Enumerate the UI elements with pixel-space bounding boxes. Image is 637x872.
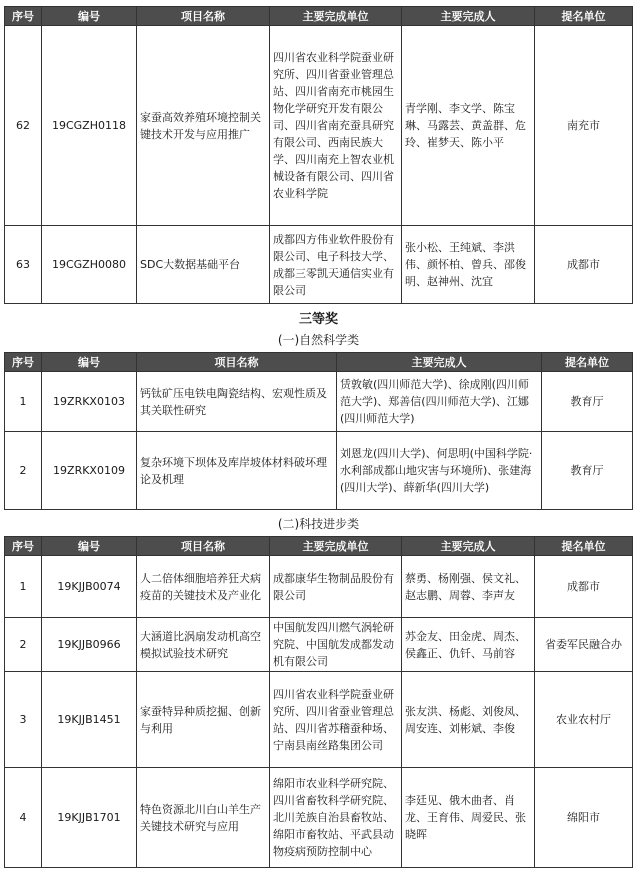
cell-code: 19CGZH0118 <box>42 26 137 226</box>
table-row <box>5 26 633 226</box>
header-code: 编号 <box>42 537 137 556</box>
cell-project-name: 特色资源北川白山羊生产关键技术研究与应用 <box>137 768 270 868</box>
cell-units: 成都康华生物制品股份有限公司 <box>270 556 402 618</box>
header-project-name: 项目名称 <box>137 7 270 26</box>
table-row <box>5 618 633 672</box>
header-people: 主要完成人 <box>402 537 535 556</box>
table-row <box>5 372 633 432</box>
table-row <box>5 768 633 868</box>
cell-units: 绵阳市农业科学研究院、四川省畜牧科学研究院、北川羌族自治县畜牧站、绵阳市畜牧站、平武县动物疫病预防控制中心 <box>270 768 402 868</box>
cell-code: 19KJJB1451 <box>42 672 137 768</box>
header-units: 主要完成单位 <box>270 537 402 556</box>
header-people: 主要完成人 <box>337 353 542 372</box>
subsection-title-tech-progress: (二)科技进步类 <box>277 517 360 531</box>
section-title: 三等奖 <box>298 312 338 327</box>
table-header-row <box>5 353 633 372</box>
cell-project-name: SDC大数据基础平台 <box>137 226 270 304</box>
header-code: 编号 <box>42 353 137 372</box>
cell-units: 四川省农业科学院蚕业研究所、四川省蚕业管理总站、四川省南充市桃园生物化学研究开发有限公司、四川省南充蚕具研究有限公司、西南民族大学、四川南充上智农业机械设备有限公司、四川省农业科学院 <box>270 26 402 226</box>
cell-code: 19ZRKX0103 <box>42 372 137 432</box>
cell-units: 成都四方伟业软件股份有限公司、电子科技大学、成都三零凯天通信实业有限公司 <box>270 226 402 304</box>
cell-seq: 62 <box>5 26 42 226</box>
award-table-tech-progress <box>4 536 633 868</box>
cell-people: 赁敦敏(四川师范大学)、徐成刚(四川师范大学)、郑善信(四川师范大学)、江娜(四川师范大学) <box>337 372 542 432</box>
cell-units: 四川省农业科学院蚕业研究所、四川省蚕业管理总站、四川省苏稽蚕种场、宁南县南丝路集团公司 <box>270 672 402 768</box>
cell-nominator: 农业农村厅 <box>535 672 633 768</box>
cell-project-name: 大涵道比涡扇发动机高空模拟试验技术研究 <box>137 618 270 672</box>
table-header-row <box>5 7 633 26</box>
cell-code: 19KJJB1701 <box>42 768 137 868</box>
cell-seq: 4 <box>5 768 42 868</box>
cell-seq: 3 <box>5 672 42 768</box>
cell-nominator: 绵阳市 <box>535 768 633 868</box>
cell-people: 刘恩龙(四川大学)、何思明(中国科学院·水利部成都山地灾害与环境所)、张建海(四川大学)、薛新华(四川大学) <box>337 432 542 510</box>
cell-seq: 2 <box>5 432 42 510</box>
award-table-natural-science <box>4 352 633 510</box>
cell-code: 19CGZH0080 <box>42 226 137 304</box>
header-project-name: 项目名称 <box>137 537 270 556</box>
cell-code: 19ZRKX0109 <box>42 432 137 510</box>
cell-code: 19KJJB0966 <box>42 618 137 672</box>
cell-project-name: 人二倍体细胞培养狂犬病疫苗的关键技术及产业化 <box>137 556 270 618</box>
header-project-name: 项目名称 <box>137 353 337 372</box>
table-row <box>5 226 633 304</box>
cell-seq: 2 <box>5 618 42 672</box>
cell-nominator: 南充市 <box>535 26 633 226</box>
table-row <box>5 556 633 618</box>
table-row <box>5 672 633 768</box>
cell-people: 张小松、王纯斌、李洪伟、颜怀柏、曾兵、邵俊明、赵神州、沈宜 <box>402 226 535 304</box>
cell-nominator: 教育厅 <box>542 432 633 510</box>
cell-seq: 1 <box>5 372 42 432</box>
table-header-row <box>5 537 633 556</box>
header-nominator: 提名单位 <box>535 7 633 26</box>
subsection-title-natural-science: (一)自然科学类 <box>277 333 360 347</box>
cell-seq: 63 <box>5 226 42 304</box>
award-table-top <box>4 6 633 304</box>
cell-project-name: 钙钛矿压电铁电陶瓷结构、宏观性质及其关联性研究 <box>137 372 337 432</box>
cell-people: 蔡勇、杨刚强、侯文礼、赵志鹏、周蓉、李声友 <box>402 556 535 618</box>
header-units: 主要完成单位 <box>270 7 402 26</box>
cell-seq: 1 <box>5 556 42 618</box>
cell-units: 中国航发四川燃气涡轮研究院、中国航发成都发动机有限公司 <box>270 618 402 672</box>
header-code: 编号 <box>42 7 137 26</box>
cell-project-name: 家蚕特异种质挖掘、创新与利用 <box>137 672 270 768</box>
cell-code: 19KJJB0074 <box>42 556 137 618</box>
cell-nominator: 教育厅 <box>542 372 633 432</box>
cell-people: 青学刚、李文学、陈宝琳、马露芸、黄盖群、危玲、崔梦天、陈小平 <box>402 26 535 226</box>
cell-project-name: 复杂环境下坝体及库岸坡体材料破坏理论及机理 <box>137 432 337 510</box>
cell-nominator: 省委军民融合办 <box>535 618 633 672</box>
cell-project-name: 家蚕高效养殖环境控制关键技术开发与应用推广 <box>137 26 270 226</box>
table-row <box>5 432 633 510</box>
header-seq: 序号 <box>5 7 42 26</box>
cell-people: 李廷见、俄木曲者、肖龙、王育伟、周爱民、张晓晖 <box>402 768 535 868</box>
cell-people: 苏金友、田金虎、周杰、侯鑫正、仇钎、马前容 <box>402 618 535 672</box>
header-seq: 序号 <box>5 537 42 556</box>
header-nominator: 提名单位 <box>542 353 633 372</box>
header-people: 主要完成人 <box>402 7 535 26</box>
cell-nominator: 成都市 <box>535 556 633 618</box>
header-seq: 序号 <box>5 353 42 372</box>
header-nominator: 提名单位 <box>535 537 633 556</box>
cell-people: 张友洪、杨彪、刘俊凤、周安连、刘彬斌、李俊 <box>402 672 535 768</box>
cell-nominator: 成都市 <box>535 226 633 304</box>
